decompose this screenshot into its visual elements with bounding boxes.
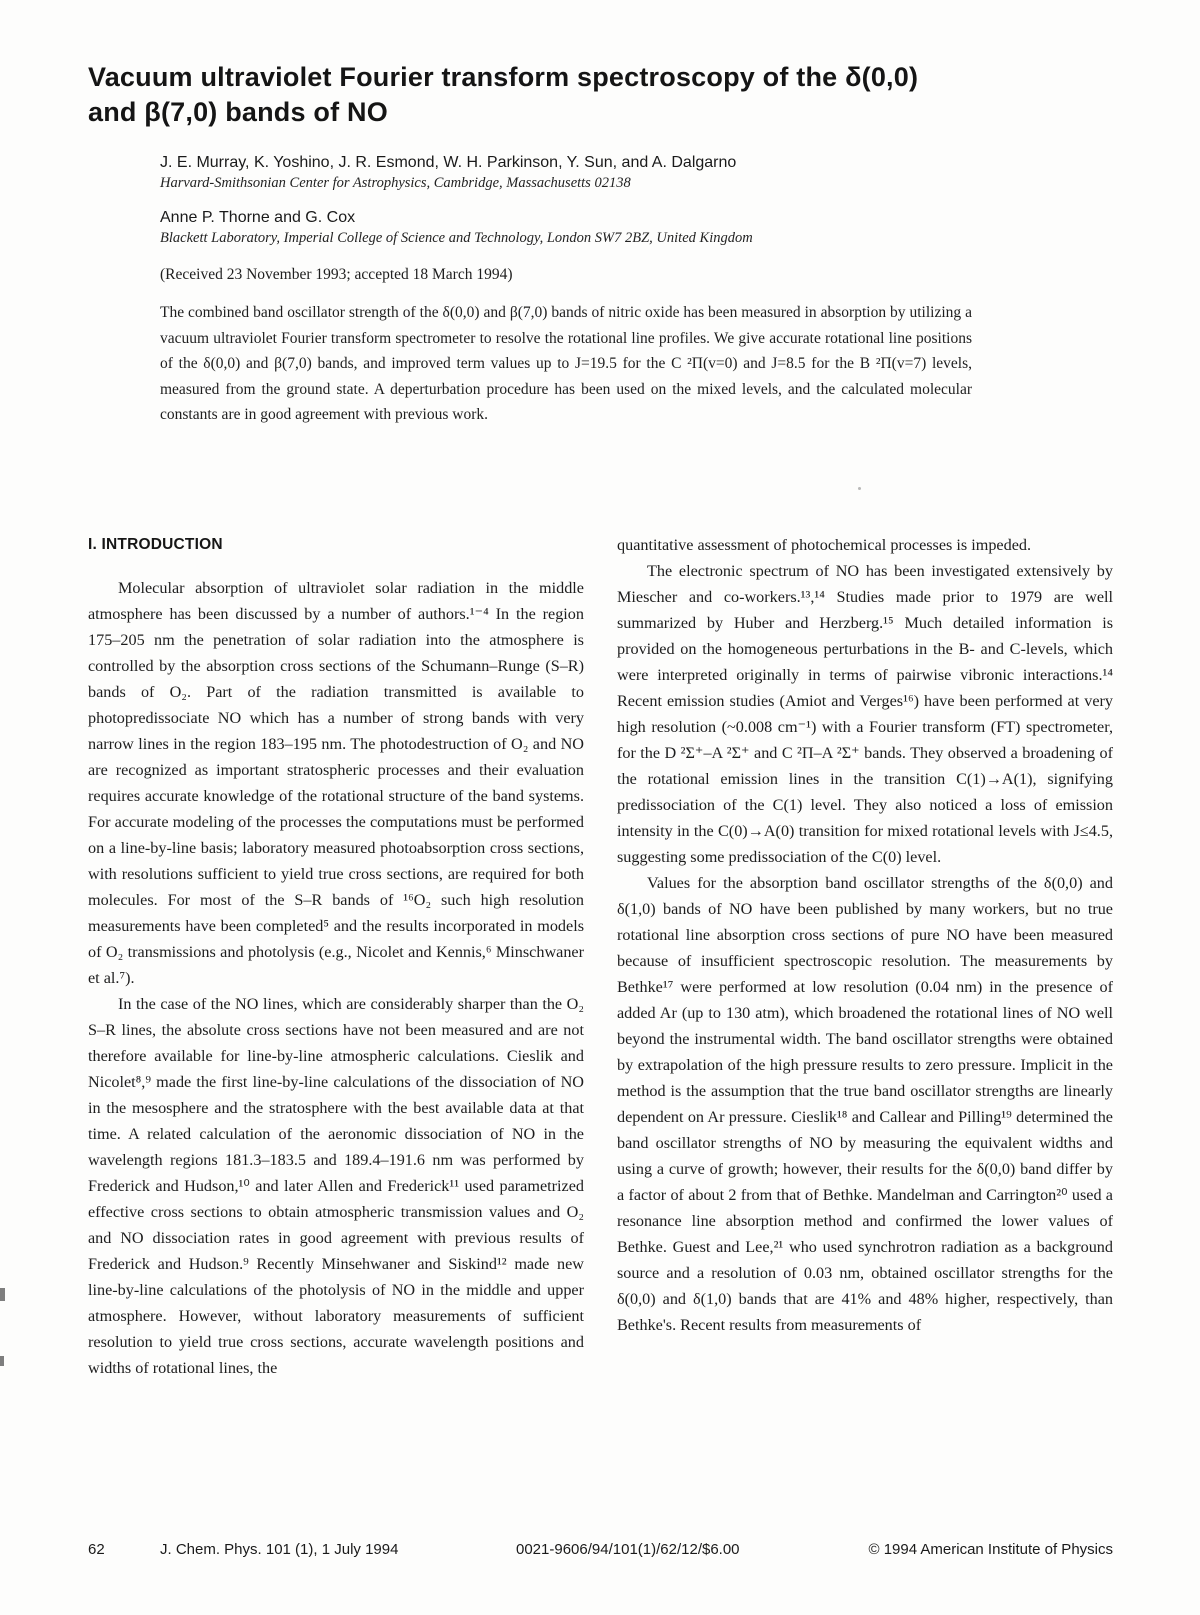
left-column (88, 532, 584, 1381)
scan-artifact (0, 1356, 4, 1366)
author-names-2: Anne P. Thorne and G. Cox (160, 209, 356, 226)
author-group-2 (160, 207, 1113, 248)
article-title-line-2: and β(7,0) bands of NO (88, 97, 388, 127)
article-title-line-1: Vacuum ultraviolet Fourier transform spectroscopy of the δ(0,0) (88, 62, 919, 92)
intro-left-paragraph-1: Molecular absorption of ultraviolet solar radiation in the middle atmosphere has been discussed by a number of authors.¹⁻⁴ In the region 175–205 nm the penetration of solar radiation into the atmosphere is controlled by the absorption cross sections of the Schumann–Runge (S–R) bands of O₂. Part of the radiation transmitted is available to photopredissociate NO which has a number of strong bands with very narrow lines in the region 183–195 nm. The photodestruction of O₂ and NO are recognized as important stratospheric processes and their evaluation requires accurate knowledge of the rotational structure of the band systems. For accurate modeling of the processes the computations must be performed on a line-by-line basis; laboratory measured photoabsorption cross sections, with resolutions sufficient to yield true cross sections, are required for both molecules. For most of the S–R bands of ¹⁶O₂ such high resolution measurements have been completed⁵ and the results incorporated in models of O₂ transmissions and photolysis (e.g., Nicolet and Kennis,⁶ Minschwaner et al.⁷). (88, 578, 584, 987)
article-title (88, 60, 1113, 130)
intro-right-paragraph-continuation: quantitative assessment of photochemical processes is impeded. (617, 535, 1032, 554)
author-group-1 (160, 152, 1113, 193)
scan-artifact (858, 487, 861, 490)
page-footer (88, 1541, 1113, 1558)
affiliation-2: Blackett Laboratory, Imperial College of Science and Technology, London SW7 2BZ, United Kingdom (160, 230, 753, 246)
author-names-1: J. E. Murray, K. Yoshino, J. R. Esmond, W. H. Parkinson, Y. Sun, and A. Dalgarno (160, 154, 737, 171)
intro-left-paragraph-2: In the case of the NO lines, which are considerably sharper than the O₂ S–R lines, the absolute cross sections have not been measured and are not therefore available for line-by-line atmospheric calculations. Cieslik and Nicolet⁸,⁹ made the first line-by-line calculations of the dissociation of NO in the mesosphere and the stratosphere with the best available data at that time. A related calculation of the aeronomic dissociation of NO in the wavelength regions 181.3–183.5 and 189.4–191.6 nm was performed by Frederick and Hudson,¹⁰ and later Allen and Frederick¹¹ used parametrized effective cross sections to obtain atmospheric transmission values and O₂ and NO dissociation rates in good agreement with previous results of Frederick and Hudson.⁹ Recently Minsehwaner and Siskind¹² made new line-by-line calculations of the photolysis of NO in the middle and upper atmosphere. However, without laboratory measurements of sufficient resolution to yield true cross sections, accurate wavelength positions and widths of rotational lines, the (88, 994, 584, 1377)
section-heading-introduction: I. INTRODUCTION (88, 535, 223, 553)
article-code: 0021-9606/94/101(1)/62/12/$6.00 (516, 1541, 740, 1558)
copyright-notice: © 1994 American Institute of Physics (868, 1541, 1113, 1558)
scan-artifact (0, 1288, 5, 1301)
body-columns (88, 532, 1113, 1381)
page-number: 62 (88, 1541, 105, 1558)
intro-right-paragraph-3: Values for the absorption band oscillator strengths of the δ(0,0) and δ(1,0) bands of NO have been published by many workers, but no true rotational line absorption cross sections of pure NO have been measured because of insufficient spectroscopic resolution. The measurements by Bethke¹⁷ were performed at low resolution (0.04 nm) in the presence of added Ar (up to 130 atm), which broadened the rotational lines of NO well beyond the instrumental width. The band oscillator strengths were obtained by extrapolation of the high pressure results to zero pressure. Implicit in the method is the assumption that the true band oscillator strengths are linearly dependent on Ar pressure. Cieslik¹⁸ and Callear and Pilling¹⁹ determined the band oscillator strengths of NO by measuring the equivalent widths and using a curve of growth; however, their results for the δ(0,0) band differ by a factor of about 2 from that of Bethke. Mandelman and Carrington²⁰ used a resonance line absorption method and confirmed the lower values of Bethke. Guest and Lee,²¹ who used synchrotron radiation as a background source and a resolution of 0.03 nm, obtained oscillator strengths for the δ(0,0) and δ(1,0) bands that are 41% and 48% higher, respectively, than Bethke's. Recent results from measurements of (617, 873, 1113, 1334)
intro-right-paragraph-2: The electronic spectrum of NO has been investigated extensively by Miescher and co-workers.¹³,¹⁴ Studies made prior to 1979 are well summarized by Huber and Herzberg.¹⁵ Much detailed information is provided on the homogeneous perturbations in the B- and C-levels, which were interpreted originally in terms of pairwise vibronic interactions.¹⁴ Recent emission studies (Amiot and Verges¹⁶) have been performed at very high resolution (~0.008 cm⁻¹) with a Fourier transform (FT) spectrometer, for the D ²Σ⁺–A ²Σ⁺ and C ²Π–A ²Σ⁺ bands. They observed a broadening of the rotational emission lines in the transition C(1)→A(1), signifying predissociation of the C(1) level. They also noticed a loss of emission intensity in the C(0)→A(0) transition for mixed rotational levels with J≤4.5, suggesting some predissociation of the C(0) level. (617, 561, 1113, 866)
received-dates: (Received 23 November 1993; accepted 18 March 1994) (160, 266, 513, 283)
abstract: The combined band oscillator strength of the δ(0,0) and β(7,0) bands of nitric oxide has been measured in absorption by utilizing a vacuum ultraviolet Fourier transform spectrometer to resolve the rotational line profiles. We give accurate rotational line positions of the δ(0,0) and β(7,0) bands, and improved term values up to J=19.5 for the C ²Π(v=0) and J=8.5 for the B ²Π(v=7) levels, measured from the ground state. A deperturbation procedure has been used on the mixed levels, and the calculated molecular constants are in good agreement with previous work. (160, 304, 972, 423)
affiliation-1: Harvard-Smithsonian Center for Astrophysics, Cambridge, Massachusetts 02138 (160, 175, 631, 191)
authors-block (160, 152, 1113, 248)
right-column (617, 532, 1113, 1381)
journal-reference: J. Chem. Phys. 101 (1), 1 July 1994 (160, 1541, 399, 1558)
